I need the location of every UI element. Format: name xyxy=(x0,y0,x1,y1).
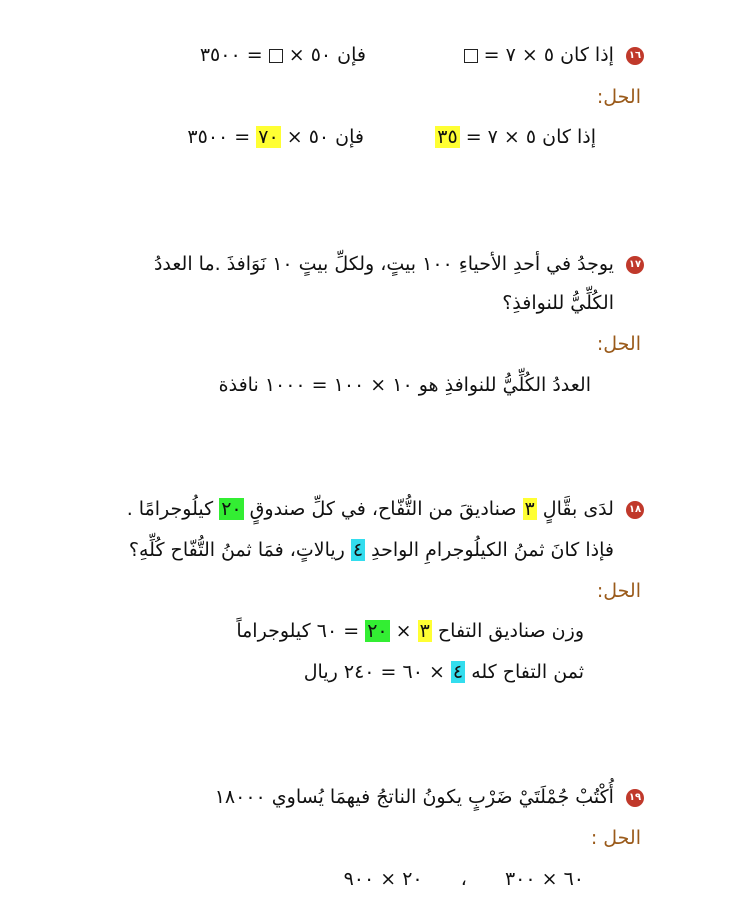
q18-answer1 xyxy=(236,618,584,644)
empty-box-icon xyxy=(269,49,283,63)
q18-line1-b: صناديقَ من التُّفّاح، في كلِّ صندوقٍ xyxy=(249,498,517,520)
q16-answer-left xyxy=(435,124,596,150)
q18-line2-b: ريالاتٍ، فمَا ثمنُ التُّفّاح كُلِّهِ؟ xyxy=(128,539,345,561)
q18-answer2 xyxy=(304,659,584,685)
q18-ans1-highlight-boxes: ٣ xyxy=(419,620,430,642)
q18-ans1-times: × xyxy=(395,620,412,642)
q16-ans-right-text-b: = ٣٥٠٠ xyxy=(187,126,251,148)
q19-answer xyxy=(344,866,584,892)
empty-box-icon xyxy=(464,49,478,63)
q17-solution-label: الحل: xyxy=(596,333,641,355)
q19-ans-separator: ، xyxy=(460,868,467,890)
q16-ans-left-text: إذا كان ٥ × ٧ = xyxy=(465,126,596,148)
q16-number-badge: ١٦ xyxy=(626,47,644,65)
q18-line1-c: كيلُوجرامًا . xyxy=(126,498,214,520)
q18-ans1-highlight-kg: ٢٠ xyxy=(367,620,388,642)
q16-line xyxy=(464,42,644,68)
q17-line1 xyxy=(154,251,644,277)
q17-text-line1: يوجدُ في أحدِ الأحياءِ ١٠٠ بيتٍ، ولكلِّ بيتٍ ١٠ نَوَافذَ .ما العددُ xyxy=(153,253,614,275)
q16-solution-label: الحل: xyxy=(596,86,641,108)
q16-right-line xyxy=(200,42,366,68)
q16-right-expr-b: = ٣٥٠٠ xyxy=(199,44,263,66)
q19-ans-b: ٢٠ × ٩٠٠ xyxy=(343,868,423,890)
q18-solution-label: الحل: xyxy=(596,580,641,602)
q19-text-line1: أُكْتُبْ جُمْلَتَيْ ضَرْبٍ يكونُ الناتجُ فيهمَا يُساوي ١٨٠٠٠ xyxy=(214,786,614,808)
q18-ans1-a: وزن صناديق التفاح xyxy=(437,620,584,642)
q18-number-badge: ١٨ xyxy=(626,501,644,519)
q18-ans1-b: = ٦٠ كيلوجراماً xyxy=(236,620,360,642)
q19-solution-label: الحل : xyxy=(590,827,641,849)
q18-line2 xyxy=(129,537,614,563)
q16-ans-right-text: فإن ٥٠ × xyxy=(286,126,364,148)
q19-number-badge: ١٩ xyxy=(626,789,644,807)
q18-ans2-highlight-price: ٤ xyxy=(452,661,464,683)
q17-number-badge: ١٧ xyxy=(626,256,644,274)
q18-line1-highlight-boxes: ٣ xyxy=(524,498,535,520)
q18-line1-highlight-kg: ٢٠ xyxy=(221,498,242,520)
q16-ans-left-highlight: ٣٥ xyxy=(437,126,458,148)
q16-right-expr-a: فإن ٥٠ × xyxy=(288,44,366,66)
q18-line1-a: لدَى بقَّالٍ xyxy=(542,498,614,520)
q17-line2: الكُلِّيُّ للنوافذِ؟ xyxy=(502,292,614,314)
q16-answer-right xyxy=(187,124,364,150)
q18-line1 xyxy=(127,496,644,522)
q18-ans2-a: ثمن التفاح كله xyxy=(471,661,584,683)
q18-ans2-b: × ٦٠ = ٢٤٠ ريال xyxy=(303,661,445,683)
q18-line2-highlight-price: ٤ xyxy=(352,539,364,561)
q19-line1 xyxy=(215,784,644,810)
q18-line2-a: فإذا كانَ ثمنُ الكيلُوجرامِ الواحدِ xyxy=(371,539,614,561)
q16-ans-right-highlight: ٧٠ xyxy=(258,126,279,148)
q19-ans-a: ٦٠ × ٣٠٠ xyxy=(504,868,584,890)
q17-answer: العددُ الكُلِّيُّ للنوافذِ هو ١٠ × ١٠٠ = ١٠٠٠ نافذة xyxy=(218,374,591,396)
q16-left-expr: إذا كان ٥ × ٧ = xyxy=(483,44,614,66)
